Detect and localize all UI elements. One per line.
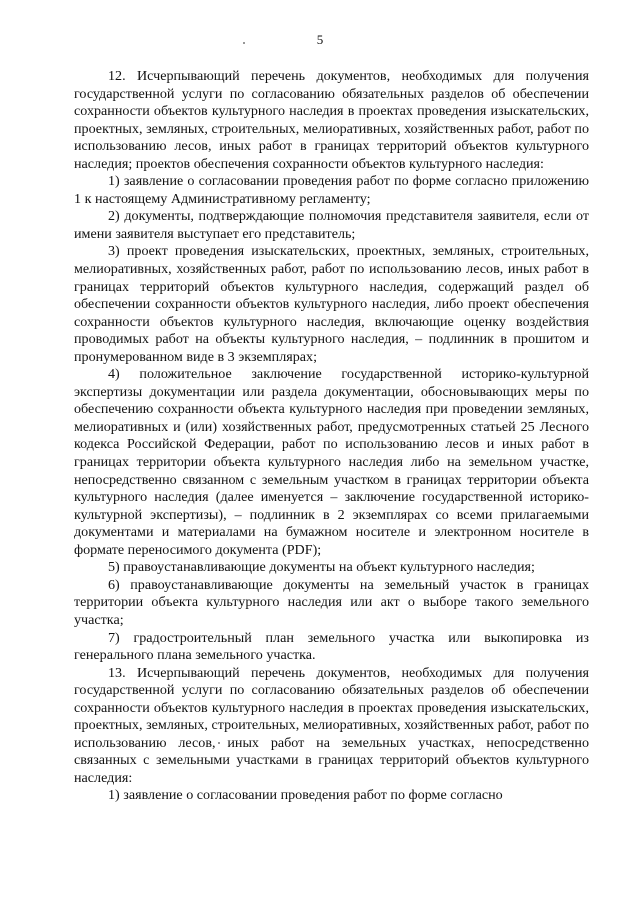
list-item-13-1: 1) заявление о согласовании проведения работ по форме согласно bbox=[108, 787, 503, 804]
document-body bbox=[74, 68, 589, 805]
list-item-12-7: 7) градостроительный план земельного участка или выкопировка из генерального плана земельного участка. bbox=[74, 629, 589, 664]
paragraph-12-intro: 12. Исчерпывающий перечень документов, необходимых для получения государственной услуги по согласованию обязательных разделов об обеспечении сохранности объектов культурного наследия в проектах проведения изыскательских, проектных, земляных, строительных, мелиоративных, хозяйственных работ, работ по использованию лесов, иных работ в границах территорий объектов культурного наследия; проектов обеспечения сохранности объектов культурного наследия: bbox=[74, 68, 589, 172]
page-number: 5 bbox=[316, 32, 324, 47]
list-item-12-5: 5) правоустанавливающие документы на объект культурного наследия; bbox=[108, 559, 535, 576]
list-item-12-1: 1) заявление о согласовании проведения работ по форме согласно приложению 1 к настоящему Административному регламенту; bbox=[74, 173, 589, 207]
list-item-12-3: 3) проект проведения изыскательских, проектных, земляных, строительных, мелиоративных, хозяйственных работ, работ по использованию лесов, иных работ в границах территорий объектов культурного наследия, содержащий раздел об обеспечении сохранности объектов культурного наследия, либо проект обеспечения сохранности объектов культурного наследия, включающие оценку воздействия проводимых работ на объекты культурного наследия, – подлинник в прошитом и пронумерованном виде в 3 экземплярах; bbox=[74, 243, 589, 365]
list-item-12-4: 4) положительное заключение государственной историко-культурной экспертизы документации или раздела документации, обосновывающих меры по обеспечению сохранности объекта культурного наследия при проведении земляных, мелиоративных и (или) хозяйственных работ, предусмотренных статьей 25 Лесного кодекса Российской Федерации, работ по использованию лесов и иных работ в границах территории объекта культурного наследия либо на земельном участке, непосредственно связанном с земельным участком в границах территории объекта культурного наследия (далее именуется – заключение государственной историко-культурной экспертизы), – подлинник в 2 экземплярах со всеми прилагаемыми документами и материалами на бумажном носителе и электронном носителе в формате переносимого документа (PDF); bbox=[74, 366, 589, 558]
list-item-12-6: 6) правоустанавливающие документы на земельный участок в границах территории объекта культурного наследия или акт о выборе такого земельного участка; bbox=[74, 576, 589, 628]
list-item-12-2: 2) документы, подтверждающие полномочия представителя заявителя, если от имени заявителя выступает его представитель; bbox=[74, 208, 589, 242]
paragraph-13-intro: 13. Исчерпывающий перечень документов, необходимых для получения государственной услуги по согласованию обязательных разделов об обеспечении сохранности объектов культурного наследия в проектах проведения изыскательских, проектных, земляных, строительных, мелиоративных, хозяйственных работ, работ по использованию лесов, иных работ на земельных участках, непосредственно связанных с земельными участками в границах территорий объектов культурного наследия: bbox=[74, 664, 589, 786]
